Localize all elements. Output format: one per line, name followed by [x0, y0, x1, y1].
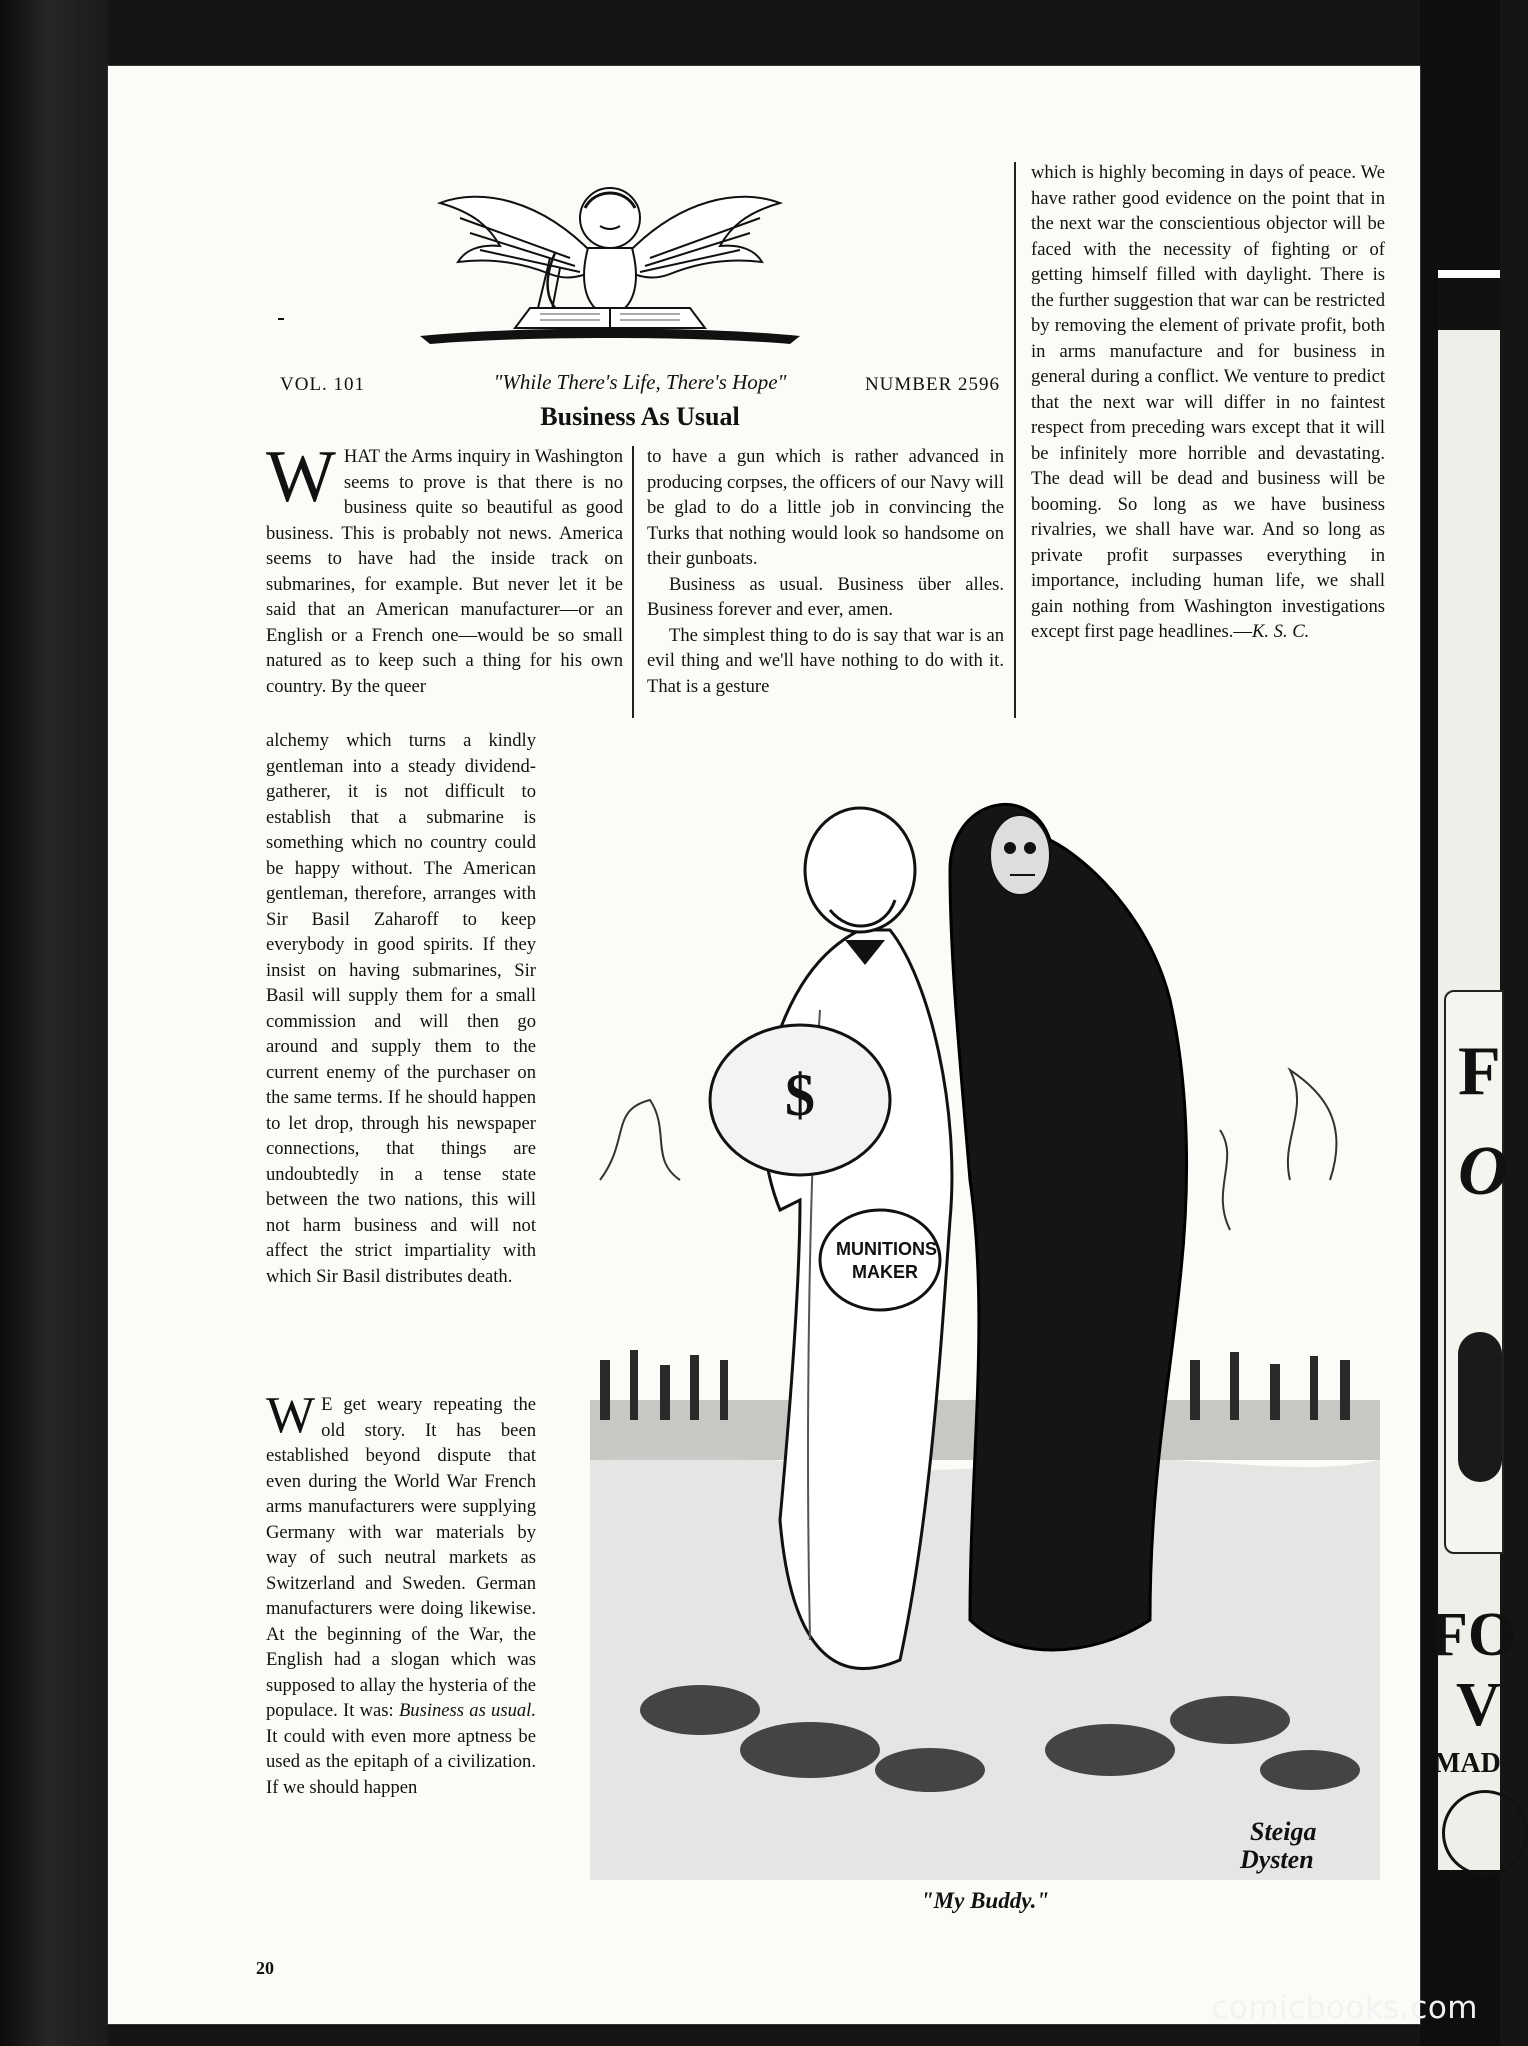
ad-letter: F	[1458, 1033, 1501, 1110]
ad-big-letters: FO	[1430, 1601, 1517, 1669]
munitions-tag-line-2: MAKER	[852, 1262, 918, 1282]
ad-seal-logo	[1442, 1790, 1528, 1876]
editorial-cartoon-image	[590, 760, 1380, 1900]
article-paragraph: HAT the Arms inquiry in Washington seems to prove is that there is no business quite so beautiful as good business. This is probably not news. America seems to have had the inside track on submarines, for example. But never let it be said that an American manufacturer—or an English or a French one—would be so small natured as to keep such a thing for his own country. By the queer	[266, 446, 623, 697]
article-paragraph: alchemy which turns a kindly gentleman into a steady dividend-gatherer, it is not difficult to establish that a submarine is something which no country could be happy without. The American gentleman, therefore, arranges with Sir Basil Zaharoff to keep everybody in good spirits. If they insist on having submarines, Sir Basil will supply them for a small commission and will then go around and supply them to the current enemy of the purchaser on the same terms. If he should happen to let drop, through his newspaper connections, that things are undoubtedly in a tense state between the two nations, this will not harm business and will not affect the strict impartiality with which Sir Basil distributes death.	[266, 730, 536, 1287]
masthead	[280, 370, 1000, 400]
italic-phrase: Business as usual.	[398, 1700, 536, 1721]
ad-rose-image	[1458, 1332, 1502, 1482]
ad-tin-can-image	[1444, 990, 1509, 1554]
ad-word: MAD	[1434, 1748, 1501, 1779]
column-divider	[632, 446, 634, 718]
author-signature: K. S. C.	[1251, 621, 1310, 642]
money-bag-symbol: $	[785, 1062, 815, 1128]
article-column-1-continued	[266, 728, 536, 1289]
article-paragraph: Business as usual. Business über alles. Business forever and ever, amen.	[647, 573, 1004, 620]
ad-light-band	[1438, 270, 1500, 278]
cartoon-caption: "My Buddy."	[920, 1888, 1050, 1913]
motto: "While There's Life, There's Hope"	[493, 370, 787, 394]
issue-number: NUMBER 2596	[864, 374, 1000, 395]
artist-signature-line-1: Steiga	[1250, 1817, 1317, 1846]
munitions-tag-line-1: MUNITIONS	[836, 1239, 937, 1259]
ad-letter: O	[1458, 1133, 1509, 1210]
volume-label: VOL. 101	[280, 374, 366, 395]
adjacent-page-advertisement	[1430, 270, 1517, 1870]
article-column-1-section-2	[266, 1387, 536, 1800]
page-number: 20	[256, 1958, 274, 1978]
article-paragraph: The simplest thing to do is say that war is an evil thing and we'll have nothing to do with it. That is a gesture	[647, 624, 1004, 697]
article-column-3	[1031, 160, 1385, 645]
header-rule-cap	[278, 318, 284, 320]
ad-dark-band	[1438, 270, 1500, 330]
article-paragraph: to have a gun which is rather advanced in producing corpses, the officers of our Navy will be glad to do a little job in convincing the Turks that nothing would look so handsome on their gunboats.	[647, 446, 1004, 569]
article-paragraph: E get weary repeating the old story. It has been established beyond dispute that even during the World War French arms manufacturers were supplying Germany with war materials by way of such neutral markets as Switzerland and Sweden. German manufacturers were doing likewise. At the beginning of the War, the English had a slogan which was supposed to allay the hysteria of the populace. It was: Business as usual. It could with even more aptness be used as the epitaph of a civilization. If we should happen	[266, 1394, 536, 1798]
article-column-1	[266, 436, 623, 699]
ad-big-letter-v: V	[1456, 1671, 1501, 1739]
article-paragraph: which is highly becoming in days of peace. We have rather good evidence on the point that in the next war the conscientious objector will be faced with the necessity of fighting or of getting himself filled with daylight. There is the further suggestion that war can be restricted by removing the element of private profit, both in arms manufacture and for business in general during a conflict. We venture to predict that the next war will differ in no faintest respect from preceding wars except that it will be infinitely more horrible and devastating. The dead will be dead and business will be booming. So long as we have business rivalries, we shall have war. And so long as private profit surpasses everything in importance, including human life, we shall gain nothing from Washington investigations except first page headlines.—K. S. C.	[1031, 162, 1385, 642]
article-column-2	[647, 444, 1004, 699]
drop-cap: W	[266, 436, 336, 518]
scan-background-left	[0, 0, 108, 2046]
cherub-ornament-icon	[420, 158, 800, 358]
artist-signature-line-2: Dysten	[1240, 1845, 1314, 1874]
drop-cap: W	[266, 1387, 316, 1444]
watermark: comicbooks.com	[1211, 1990, 1478, 2026]
article-headline: Business As Usual	[540, 402, 740, 431]
column-divider	[1014, 162, 1016, 718]
